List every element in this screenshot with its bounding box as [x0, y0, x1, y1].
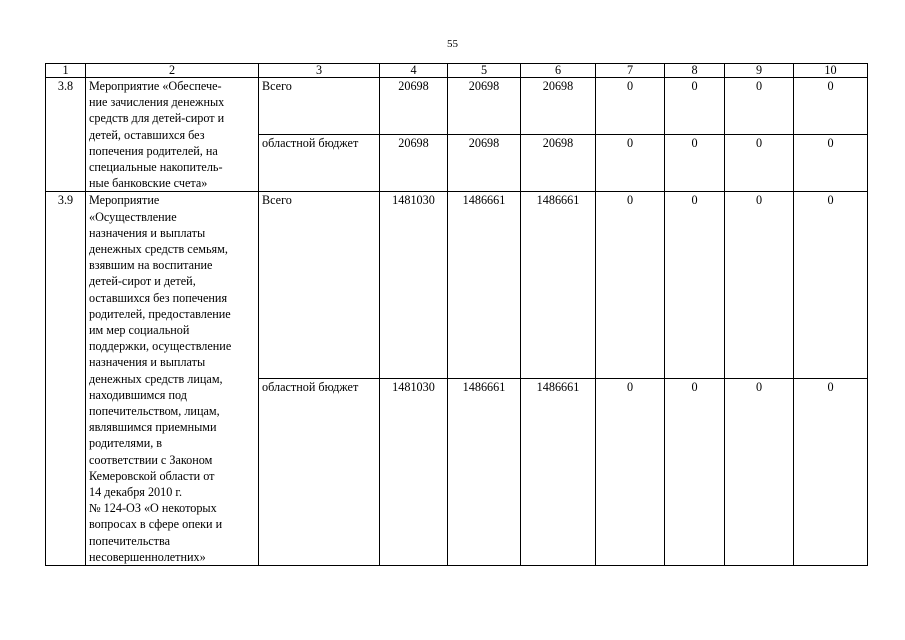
activity-name-line: средств для детей-сирот и: [89, 111, 225, 126]
activity-name-line: детей, оставшихся без: [89, 127, 205, 142]
column-header: 8: [665, 64, 725, 78]
column-header: 5: [448, 64, 521, 78]
value-cell: 1486661: [521, 192, 596, 379]
activity-name-line: находившимся под: [89, 387, 187, 402]
column-header: 1: [46, 64, 86, 78]
table-row: [46, 192, 868, 379]
value-cell: 0: [725, 78, 794, 135]
activity-name-line: Мероприятие «Обеспече-: [89, 79, 222, 93]
activity-name-line: денежных средств семьям,: [89, 242, 228, 257]
funding-source: областной бюджет: [259, 379, 380, 566]
funding-source: Всего: [259, 192, 380, 379]
activity-name-line: Кемеровской области от: [89, 468, 215, 483]
activity-name-line: попечительства: [89, 533, 171, 548]
activity-name-line: ные банковские счета»: [89, 176, 208, 191]
activity-name-line: соответствии с Законом: [89, 452, 213, 467]
value-cell: 0: [794, 135, 868, 192]
activity-name-line: родителями, в: [89, 436, 163, 451]
value-cell: 0: [596, 78, 665, 135]
column-header: 3: [259, 64, 380, 78]
activity-name-line: детей-сирот и детей,: [89, 274, 196, 289]
value-cell: 1486661: [521, 379, 596, 566]
activity-name-line: им мер социальной: [89, 323, 190, 338]
value-cell: 20698: [448, 135, 521, 192]
value-cell: 20698: [448, 78, 521, 135]
row-number: 3.8: [46, 78, 86, 192]
activity-name-line: денежных средств лицам,: [89, 371, 223, 386]
value-cell: 20698: [521, 135, 596, 192]
column-header: 10: [794, 64, 868, 78]
row-number: 3.9: [46, 192, 86, 566]
column-header: 4: [380, 64, 448, 78]
activity-name-line: являвшимся приемными: [89, 420, 217, 435]
value-cell: 20698: [380, 135, 448, 192]
header-row: [46, 64, 868, 78]
value-cell: 0: [725, 379, 794, 566]
activity-name-line: специальные накопитель-: [89, 160, 223, 175]
value-cell: 0: [596, 379, 665, 566]
activity-name-line: попечительством, лицам,: [89, 404, 220, 419]
value-cell: 0: [596, 135, 665, 192]
value-cell: 0: [596, 192, 665, 379]
activity-name-line: попечения родителей, на: [89, 143, 218, 158]
value-cell: 1481030: [380, 192, 448, 379]
value-cell: 0: [725, 192, 794, 379]
activity-name: [86, 78, 259, 192]
column-header: 2: [86, 64, 259, 78]
value-cell: 20698: [380, 78, 448, 135]
funding-source: областной бюджет: [259, 135, 380, 192]
activity-name-line: оставшихся без попечения: [89, 290, 228, 305]
value-cell: 0: [725, 135, 794, 192]
value-cell: 0: [665, 78, 725, 135]
value-cell: 1486661: [448, 379, 521, 566]
activity-name-line: назначения и выплаты: [89, 225, 206, 240]
value-cell: 0: [665, 192, 725, 379]
activity-name-line: № 124-ОЗ «О некоторых: [89, 501, 217, 516]
activity-name-line: поддержки, осуществление: [89, 339, 232, 354]
activity-name-line: Мероприятие: [89, 193, 160, 208]
activity-name-line: 14 декабря 2010 г.: [89, 485, 183, 500]
column-header: 9: [725, 64, 794, 78]
budget-table: [45, 63, 868, 566]
value-cell: 20698: [521, 78, 596, 135]
value-cell: 0: [794, 192, 868, 379]
activity-name: [86, 192, 259, 566]
funding-source: Всего: [259, 78, 380, 135]
value-cell: 0: [794, 379, 868, 566]
value-cell: 1486661: [448, 192, 521, 379]
value-cell: 0: [665, 135, 725, 192]
value-cell: 0: [665, 379, 725, 566]
activity-name-line: «Осуществление: [89, 209, 177, 224]
activity-name-line: взявшим на воспитание: [89, 258, 213, 273]
activity-name-line: назначения и выплаты: [89, 355, 206, 370]
table-row: [46, 78, 868, 135]
page-number: 55: [447, 38, 458, 50]
activity-name-line: несовершеннолетних»: [89, 549, 206, 564]
column-header: 7: [596, 64, 665, 78]
activity-name-line: ние зачисления денежных: [89, 95, 225, 110]
column-header: 6: [521, 64, 596, 78]
activity-name-line: родителей, предоставление: [89, 306, 231, 321]
value-cell: 0: [794, 78, 868, 135]
value-cell: 1481030: [380, 379, 448, 566]
activity-name-line: вопросах в сфере опеки и: [89, 517, 223, 532]
